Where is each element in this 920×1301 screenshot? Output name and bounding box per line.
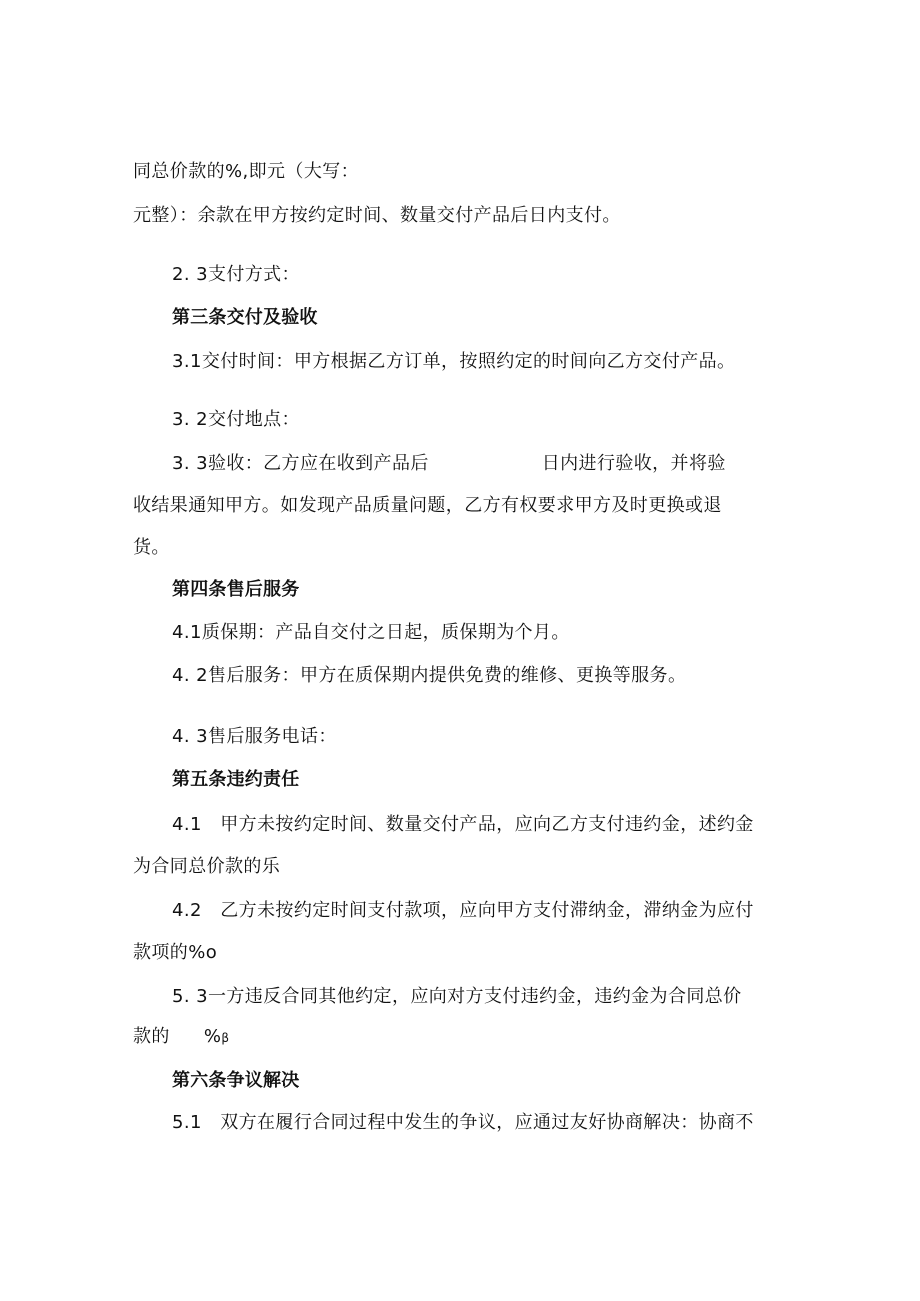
text-line: 货。 — [133, 537, 170, 558]
clause-3-3-part-b: 日内进行验收，并将验 — [541, 453, 726, 474]
clause-4-1: 4.1质保期：产品自交付之日起，质保期为个月。 — [172, 622, 570, 643]
clause-5-1: 4.1 甲方未按约定时间、数量交付产品，应向乙方支付违约金，述约金 — [172, 814, 754, 835]
clause-6-1: 5.1 双方在履行合同过程中发生的争议，应通过友好协商解决：协商不 — [172, 1112, 754, 1133]
clause-3-1: 3.1交付时间：甲方根据乙方订单，按照约定的时间向乙方交付产品。 — [172, 351, 736, 372]
heading-article-6: 第六条争议解决 — [172, 1070, 300, 1091]
clause-2-3: 2. 3支付方式： — [172, 264, 300, 285]
text-line: 款项的%o — [133, 942, 218, 963]
clause-3-2: 3. 2交付地点： — [172, 409, 300, 430]
beta-glyph: β — [221, 1031, 230, 1045]
text-line: 元整）：余款在甲方按约定时间、数量交付产品后日内支付。 — [133, 205, 621, 226]
percent-sign: % — [203, 1026, 222, 1047]
heading-article-4: 第四条售后服务 — [172, 579, 300, 600]
clause-5-2: 4.2 乙方未按约定时间支付款项，应向甲方支付滞纳金，滞纳金为应付 — [172, 900, 754, 921]
clause-3-3-part-a: 3. 3验收：乙方应在收到产品后 — [172, 453, 429, 474]
heading-article-5: 第五条违约责任 — [172, 769, 300, 790]
text-line: 同总价款的%,即元（大写： — [133, 161, 360, 182]
text-line: 为合同总价款的乐 — [133, 856, 281, 877]
heading-article-3: 第三条交付及验收 — [172, 307, 318, 328]
text-fragment: 款的 — [133, 1026, 170, 1047]
text-line: 收结果通知甲方。如发现产品质量问题，乙方有权要求甲方及时更换或退 — [133, 495, 722, 516]
clause-4-3: 4. 3售后服务电话： — [172, 726, 337, 747]
clause-4-2: 4. 2售后服务：甲方在质保期内提供免费的维修、更换等服务。 — [172, 665, 687, 686]
clause-5-3: 5. 3一方违反合同其他约定，应向对方支付违约金，违约金为合同总价 — [172, 986, 742, 1007]
clause-3-3 — [172, 452, 726, 476]
text-line — [133, 1025, 229, 1050]
